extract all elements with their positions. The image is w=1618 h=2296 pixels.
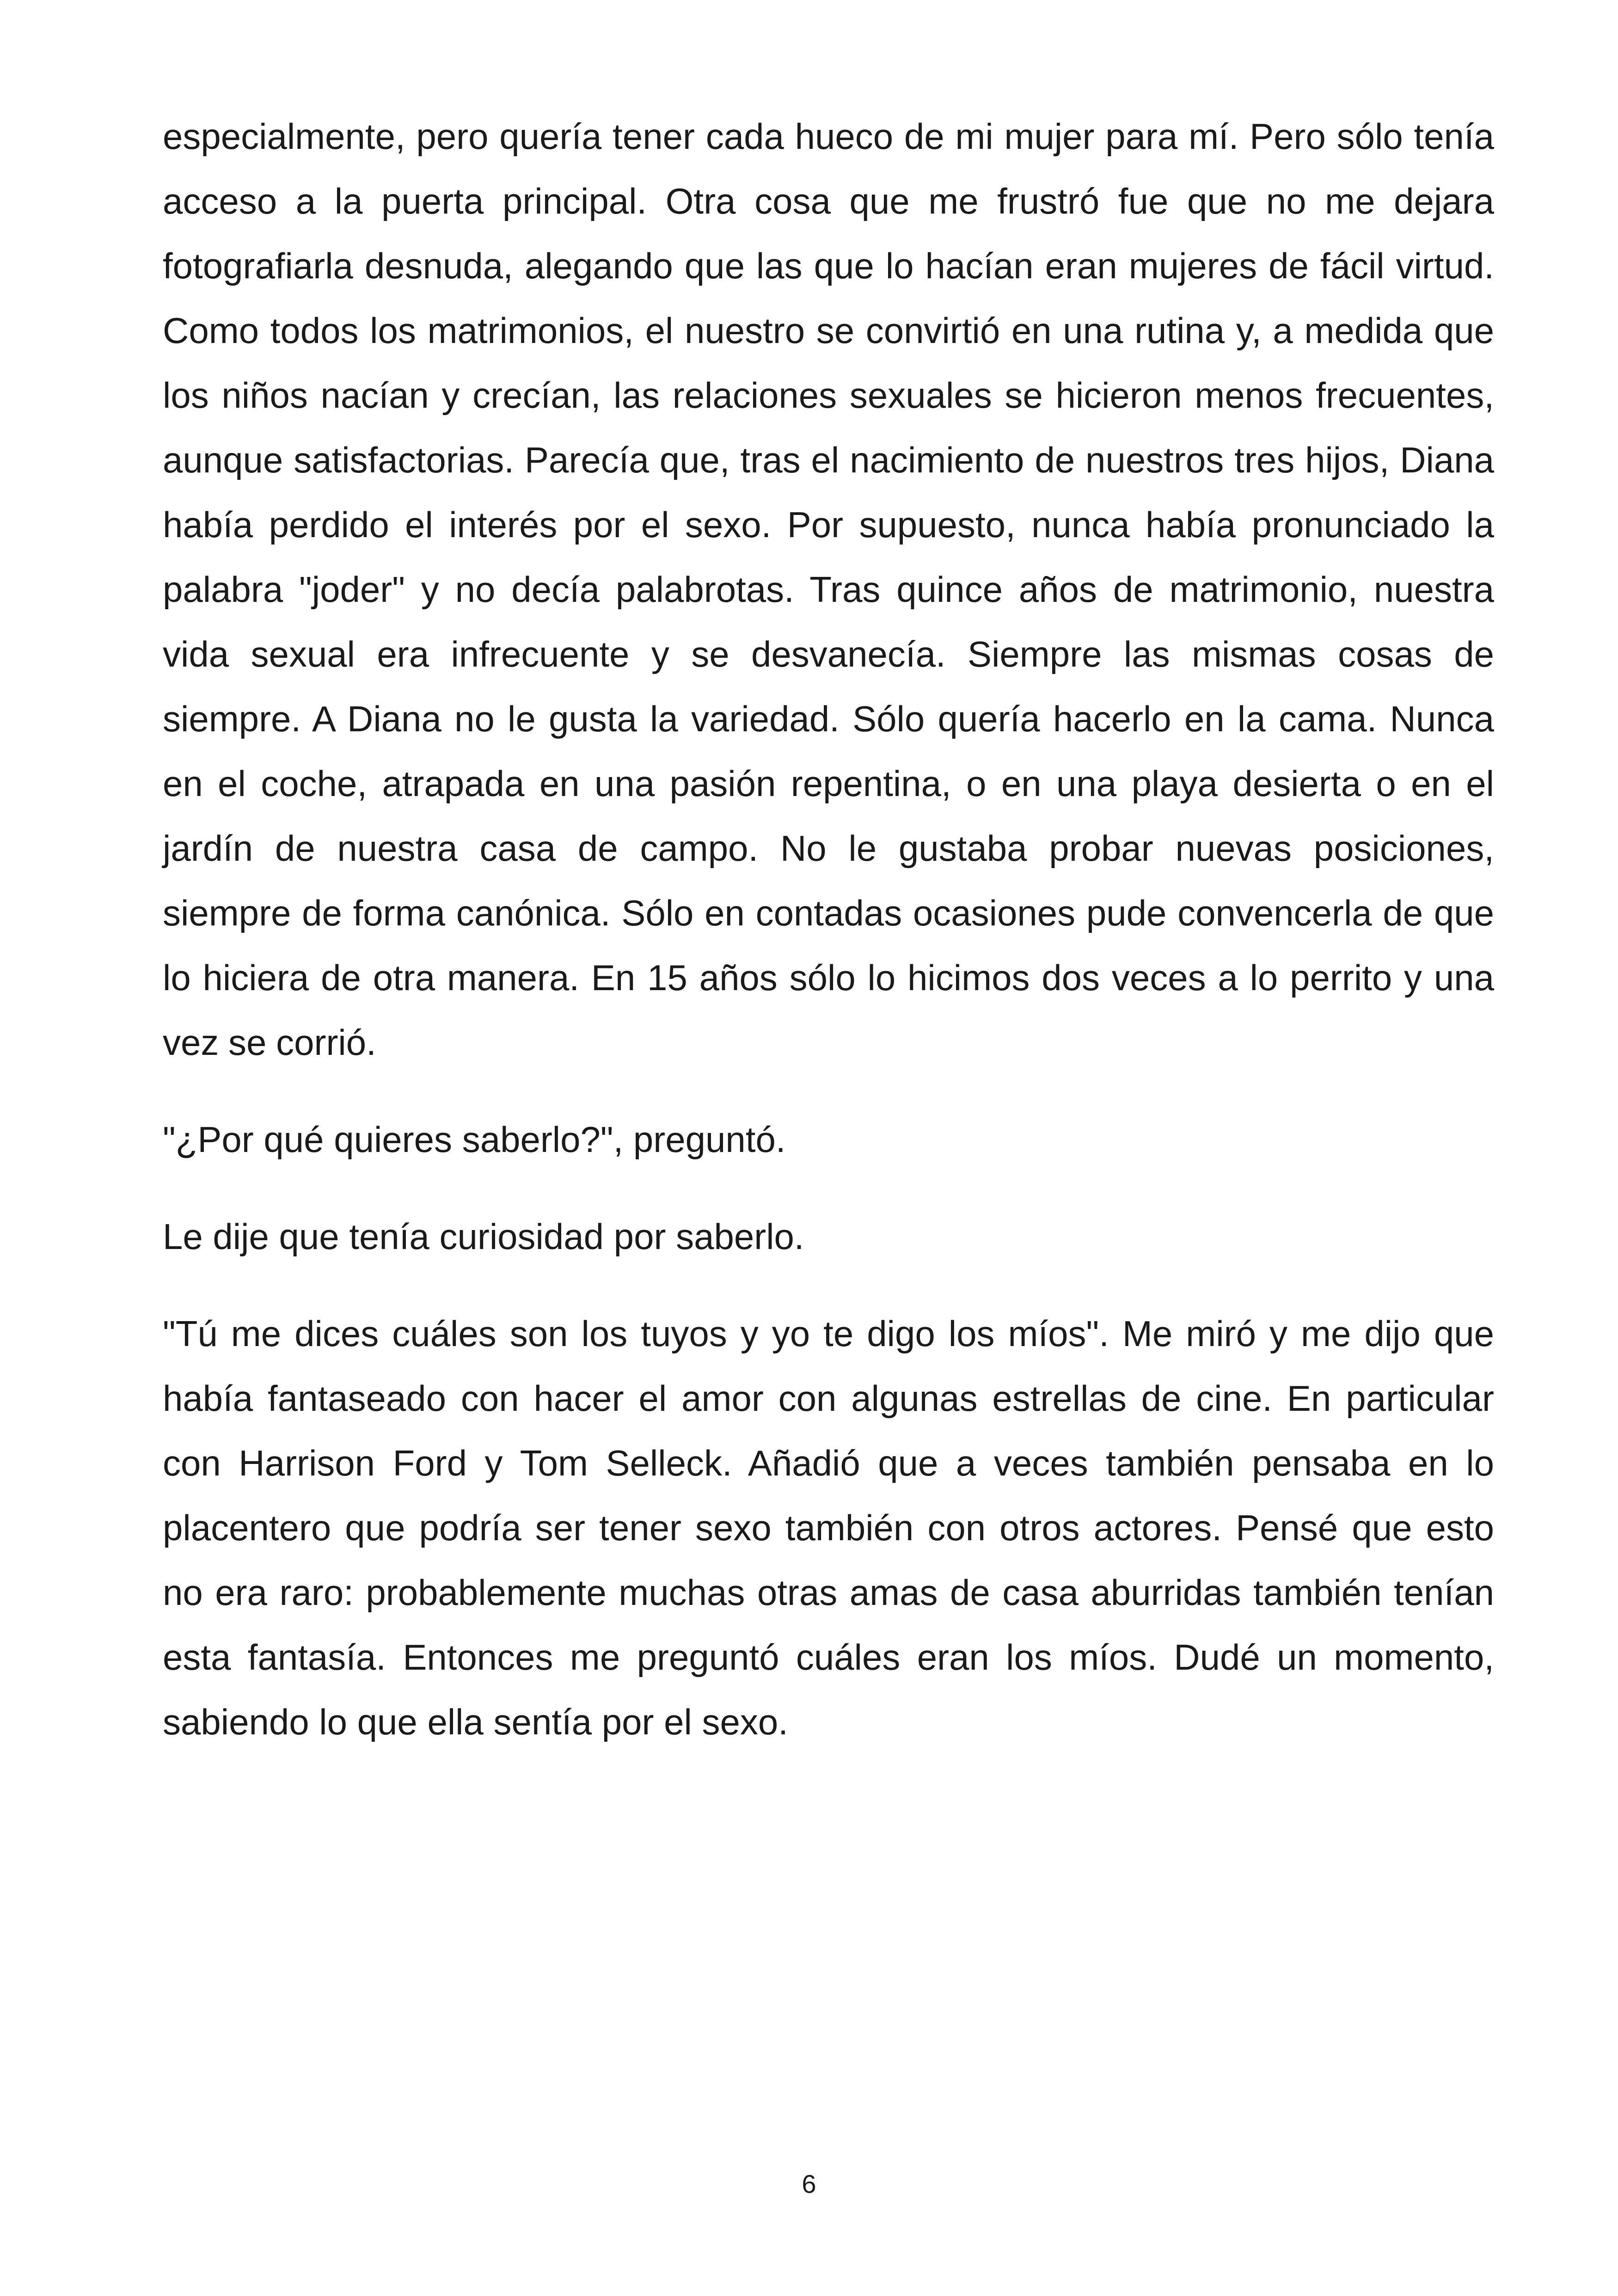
paragraph: especialmente, pero quería tener cada hueco de mi mujer para mí. Pero sólo tenía acceso a la puerta principal. Otra cosa que me frustró fue que no me dejara fotografiarla desnuda, alegando que las que lo hacían eran mujeres de fácil virtud. Como todos los matrimonios, el nuestro se convirtió en una rutina y, a medida que los niños nacían y crecían, las relaciones sexuales se hicieron menos frecuentes, aunque satisfactorias. Parecía que, tras el nacimiento de nuestros tres hijos, Diana había perdido el interés por el sexo. Por supuesto, nunca había pronunciado la palabra "joder" y no decía palabrotas. Tras quince años de matrimonio, nuestra vida sexual era infrecuente y se desvanecía. Siempre las mismas cosas de siempre. A Diana no le gusta la variedad. Sólo quería hacerlo en la cama. Nunca en el coche, atrapada en una pasión repentina, o en una playa desierta o en el jardín de nuestra casa de campo. No le gustaba probar nuevas posiciones, siempre de forma canónica. Sólo en contadas ocasiones pude convencerla de que lo hiciera de otra manera. En 15 años sólo lo hicimos dos veces a lo perrito y una vez se corrió. xyxy=(163,116,1494,1063)
paragraph: Le dije que tenía curiosidad por saberlo. xyxy=(163,1216,804,1257)
paragraph: "¿Por qué quieres saberlo?", preguntó. xyxy=(163,1119,786,1160)
page-number: 6 xyxy=(802,2169,816,2198)
paragraph: "Tú me dices cuáles son los tuyos y yo te digo los míos". Me miró y me dijo que había fantaseado con hacer el amor con algunas estrellas de cine. En particular con Harrison Ford y Tom Selleck. Añadió que a veces también pensaba en lo placentero que podría ser tener sexo también con otros actores. Pensé que esto no era raro: probablemente muchas otras amas de casa aburridas también tenían esta fantasía. Entonces me preguntó cuáles eran los míos. Dudé un momento, sabiendo lo que ella sentía por el sexo. xyxy=(163,1313,1494,1742)
page-body xyxy=(163,104,1494,1787)
